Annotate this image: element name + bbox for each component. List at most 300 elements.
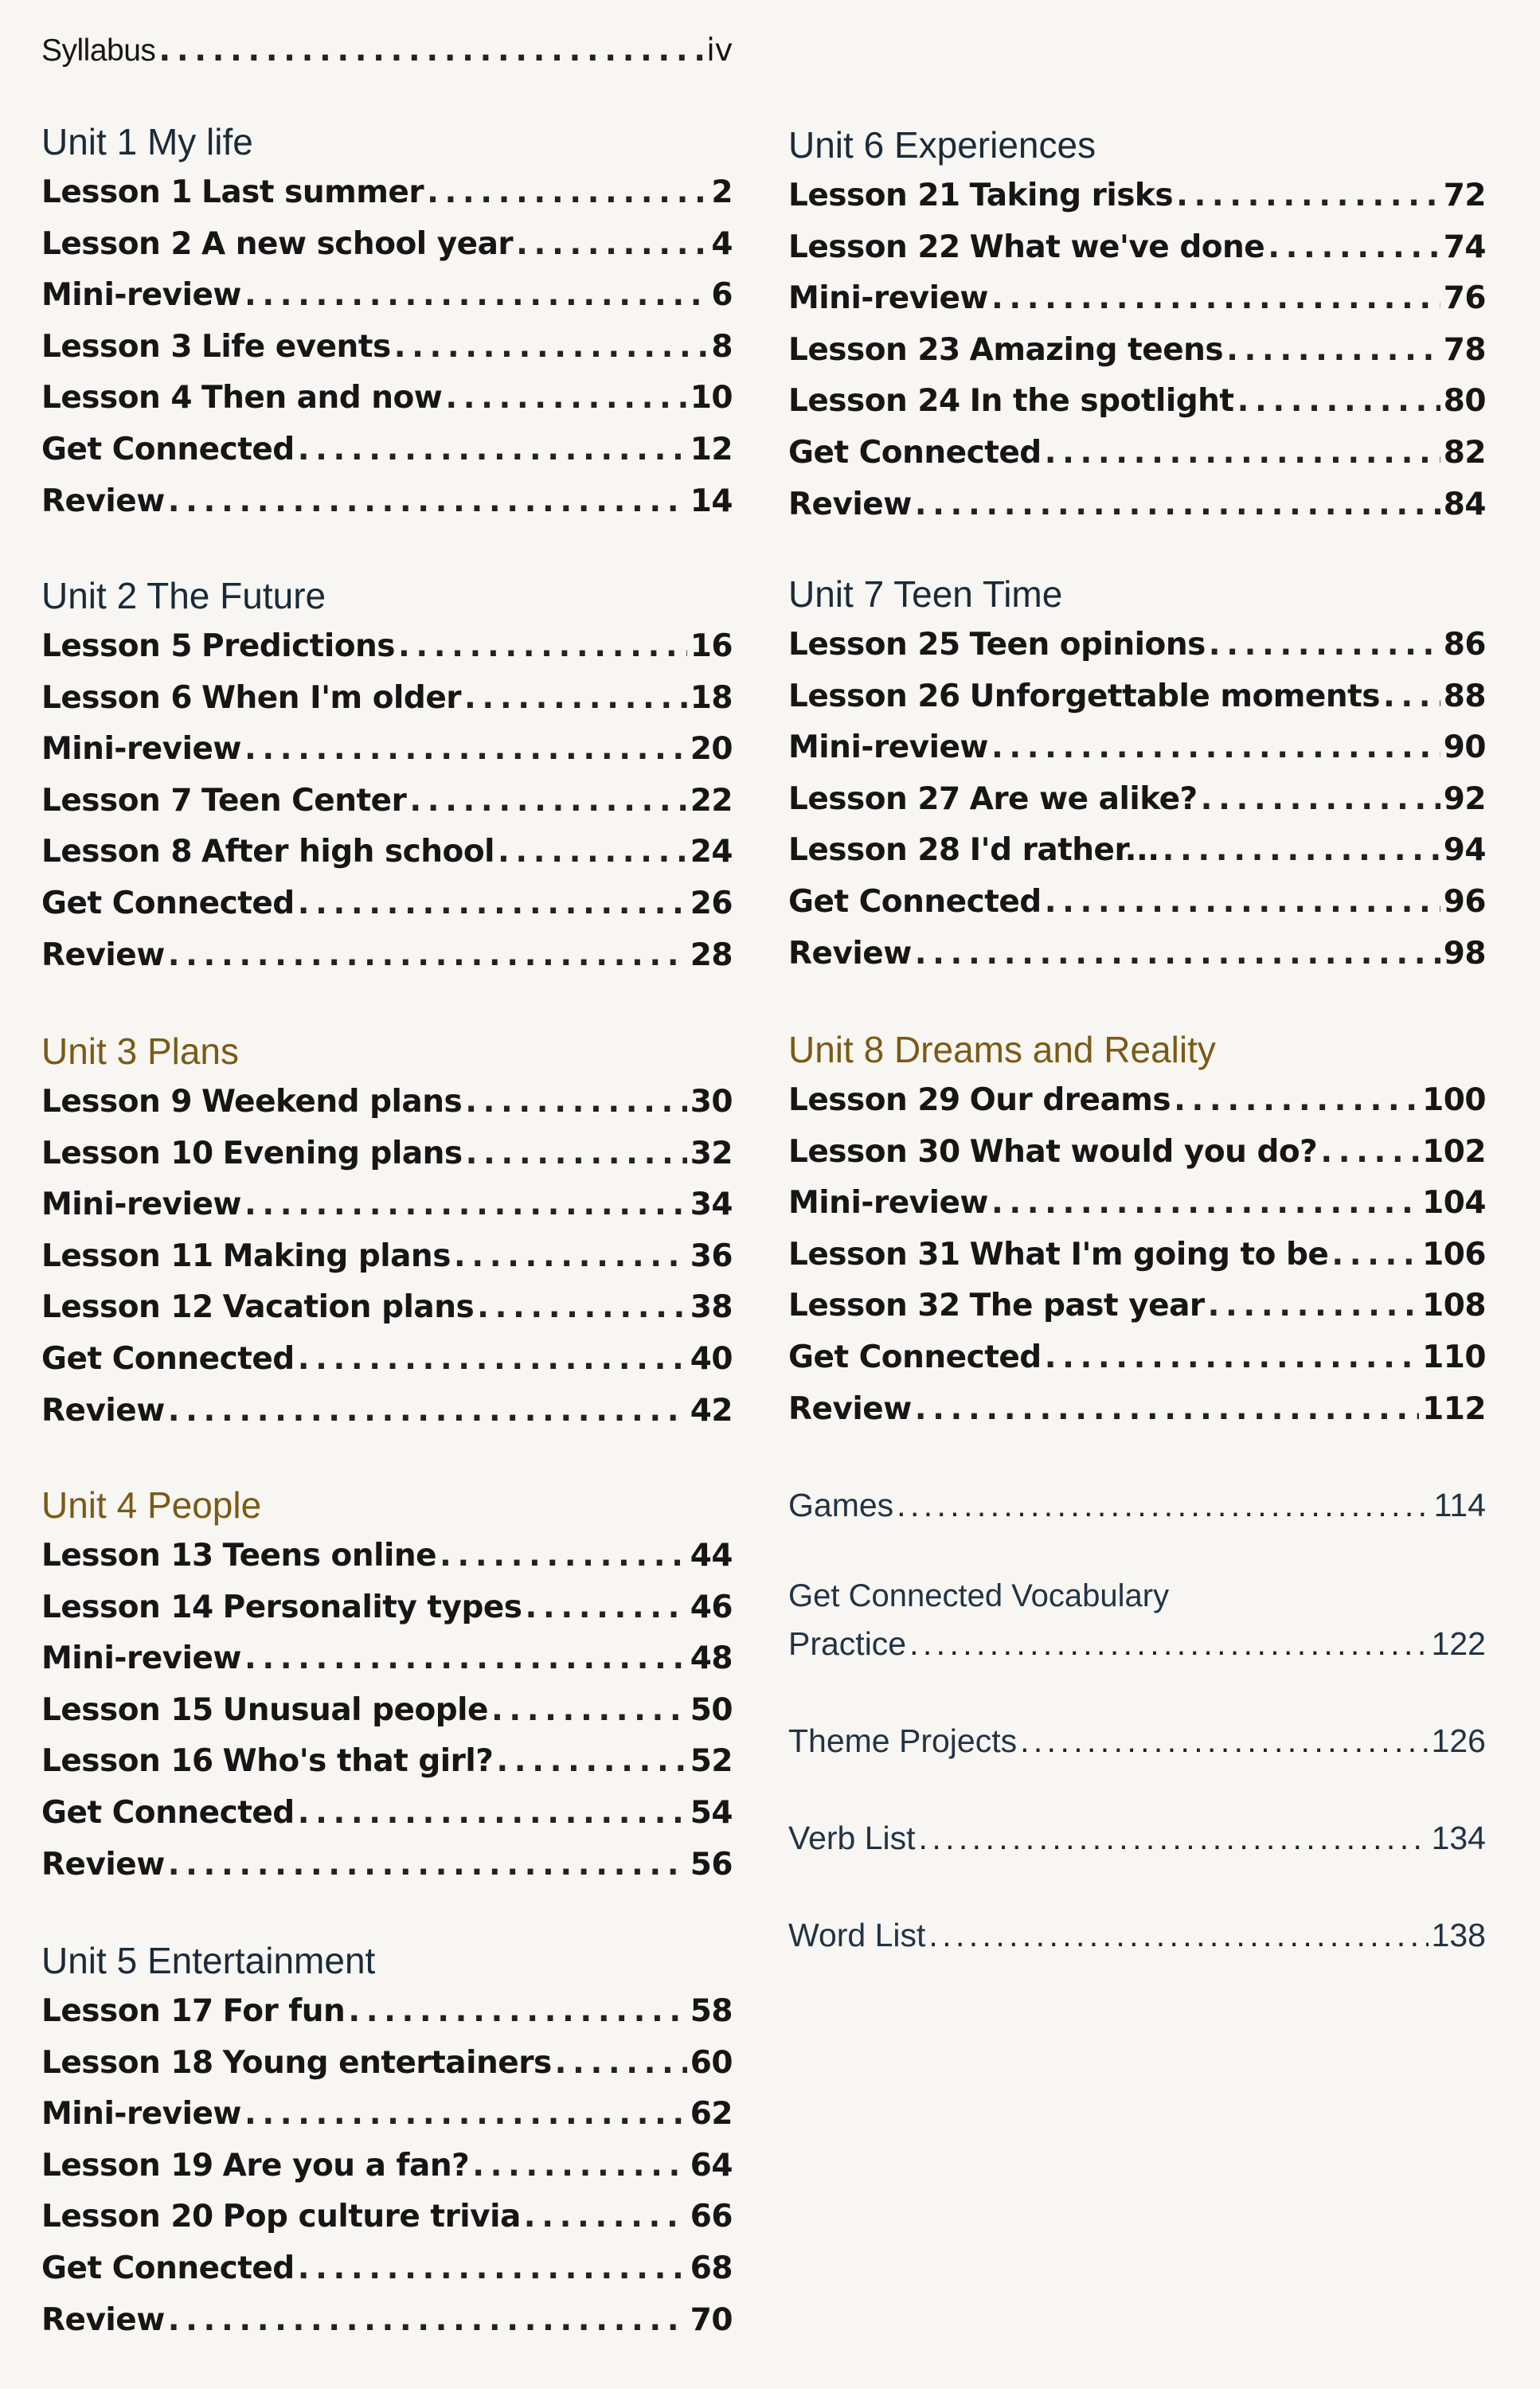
page-number: 34 [690,1187,733,1223]
lesson-number: Lesson 26 [788,678,960,714]
leader-dots [1045,431,1440,475]
entry-title: Vacation plans [222,1289,475,1326]
entry-title: Then and now [201,380,443,416]
lesson-number: Lesson 13 [41,1538,213,1574]
lesson-number: Lesson 32 [788,1288,960,1324]
lesson-number: Lesson 24 [788,383,960,420]
entry-title: Weekend plans [201,1084,463,1120]
page-number: 10 [690,380,733,416]
leader-dots [909,1621,1428,1666]
leader-dots [244,2092,687,2137]
toc-entry[interactable] [41,2092,733,2137]
verb-list-entry[interactable] [788,1816,1486,1860]
page-number: 28 [690,936,733,973]
toc-entry[interactable] [788,1181,1486,1226]
entry-title: Mini-review [41,2096,241,2133]
toc-entry[interactable] [41,1234,733,1279]
leader-dots [991,276,1440,321]
entry-label [41,273,241,318]
toc-entry[interactable] [41,325,733,369]
entry-title: Get Connected [41,432,295,467]
entry-label [41,2144,469,2188]
entry-title: Review [41,2301,165,2338]
entry-label [788,225,1264,270]
entry-title: Taking risks [969,178,1174,213]
toc-entry[interactable] [788,1078,1486,1123]
entry-title: Life events [201,328,391,365]
lesson-number: Lesson 27 [788,780,960,817]
lesson-number: Lesson 21 [788,178,960,213]
page-number: 68 [690,2250,733,2286]
leader-dots [158,29,703,73]
verb-list-label: Verb List [788,1820,916,1856]
entry-label [41,1534,436,1578]
page-number: 104 [1422,1185,1486,1222]
theme-projects-label: Theme Projects [788,1722,1018,1759]
toc-entry[interactable] [41,1337,733,1382]
leader-dots [516,222,708,267]
entry-title: For fun [222,1993,346,2029]
leader-dots [168,1843,687,1887]
lesson-number: Lesson 28 [788,832,960,869]
leader-dots [1045,1335,1419,1380]
lesson-number: Lesson 17 [41,1993,213,2029]
entry-title: Mini-review [788,729,988,766]
entry-label [788,1335,1042,1380]
page-number: 40 [690,1341,733,1377]
toc-entry[interactable] [41,273,733,318]
leader-dots [168,479,687,524]
entry-title: Get Connected [788,884,1042,920]
leader-dots [1201,777,1440,822]
page-number: 52 [690,1743,733,1780]
toc-entry[interactable] [788,1284,1486,1328]
toc-entry[interactable] [788,1233,1486,1277]
entry-title: Unusual people [222,1691,488,1728]
toc-entry[interactable] [41,1183,733,1227]
leader-dots [919,1816,1429,1860]
syllabus-page: iv [706,33,733,68]
toc-entry[interactable] [788,174,1486,218]
toc-entry[interactable] [41,727,733,772]
entry-title: Review [41,1392,165,1429]
page-number: 100 [1422,1082,1486,1118]
lesson-number: Lesson 30 [788,1133,960,1170]
leader-dots [496,1739,686,1784]
lesson-number: Lesson 4 [41,380,193,416]
entry-title: Amazing teens [969,331,1224,368]
entry-title: Young entertainers [222,2044,552,2081]
page-number: 70 [690,2301,733,2338]
entry-label [788,777,1198,822]
page-number: 58 [690,1993,733,2029]
toc-entry[interactable] [41,830,733,874]
toc-entry[interactable] [41,2195,733,2239]
entry-label [41,882,295,926]
toc-entry[interactable] [41,479,733,524]
entry-title: In the spotlight [969,383,1234,420]
leader-dots [298,428,687,472]
page-number: 94 [1443,832,1486,869]
toc-entry[interactable] [41,624,733,669]
page-number: 102 [1422,1133,1486,1170]
toc-entry[interactable] [788,777,1486,822]
entry-label [788,276,988,321]
toc-entry[interactable] [788,328,1486,373]
entry-title: Get Connected [788,1339,1042,1375]
leader-dots [427,170,708,215]
entry-title: Evening plans [222,1135,463,1171]
entry-title: What we've done [969,229,1265,265]
lesson-number: Lesson 31 [788,1236,960,1273]
page-number: 82 [1443,435,1486,471]
entry-label [41,624,395,669]
lesson-number: Lesson 20 [41,2199,213,2235]
toc-entry[interactable] [41,882,733,926]
entry-title: Mini-review [41,1187,241,1223]
entry-title: Get Connected [788,435,1042,471]
leader-dots [1237,379,1440,424]
toc-entry[interactable] [41,1688,733,1733]
toc-entry[interactable] [41,2246,733,2291]
toc-entry[interactable] [788,276,1486,321]
lesson-number: Lesson 2 [41,225,193,262]
lesson-number: Lesson 12 [41,1289,213,1326]
page-number: 80 [1443,383,1486,420]
vocab-practice-entry[interactable] [788,1621,1486,1666]
entry-label [41,1234,451,1279]
entry-title: Review [41,483,165,519]
entry-title: Are we alike? [969,780,1198,817]
entry-title: The past year [969,1288,1205,1324]
page-number: 6 [711,277,733,314]
page-number: 48 [690,1640,733,1677]
page-number: 110 [1422,1339,1486,1375]
entry-title: Get Connected [41,1341,295,1377]
leader-dots [1331,1233,1419,1277]
leader-dots [498,830,687,874]
entry-title: Teen Center [201,782,407,819]
toc-entry[interactable] [788,932,1486,976]
games-entry[interactable] [788,1483,1486,1527]
toc-entry[interactable] [41,376,733,420]
entry-title: When I'm older [201,679,462,716]
page-number: 38 [690,1289,733,1326]
leader-dots [1383,674,1440,719]
entry-label [41,1389,165,1433]
page-number: 72 [1443,178,1486,213]
leader-dots [928,1913,1428,1957]
entry-title: I'd rather... [969,832,1159,869]
lesson-number: Lesson 14 [41,1589,213,1625]
entry-title: Get Connected [41,2250,295,2286]
unit-heading: Unit 6 Experiences [788,124,1096,166]
entry-label [788,880,1042,925]
leader-dots [348,1989,686,2034]
lesson-number: Lesson 11 [41,1238,213,1274]
theme-projects-entry[interactable] [788,1718,1486,1763]
verb-list-page: 134 [1431,1820,1486,1856]
leader-dots [915,1387,1419,1432]
entry-title: Mini-review [788,1185,988,1222]
lesson-number: Lesson 6 [41,679,193,716]
entry-title: Mini-review [41,1640,241,1677]
syllabus-label: Syllabus [41,33,156,68]
entry-label [788,623,1206,667]
entry-title: What I'm going to be [969,1236,1329,1273]
leader-dots [244,273,708,318]
toc-entry[interactable] [788,623,1486,667]
leader-dots [298,2246,687,2291]
entry-title: Who's that girl? [222,1743,494,1780]
toc-entry[interactable] [41,2041,733,2086]
entry-label [788,328,1223,373]
leader-dots [491,1688,687,1733]
lesson-number: Lesson 29 [788,1082,960,1118]
toc-entry[interactable] [41,170,733,215]
toc-entry[interactable] [41,1791,733,1836]
page-number: 4 [711,225,733,262]
toc-entry[interactable] [788,431,1486,475]
toc-entry[interactable] [788,379,1486,424]
lesson-number: Lesson 5 [41,628,193,664]
vocab-practice-heading: Get Connected Vocabulary [788,1578,1170,1613]
page-number: 78 [1443,331,1486,368]
toc-entry[interactable] [788,483,1486,527]
leader-dots [465,1080,686,1124]
page-number: 90 [1443,729,1486,766]
toc-entry[interactable] [41,1585,733,1630]
lesson-number: Lesson 25 [788,627,960,663]
entry-title: Unforgettable moments [969,678,1380,714]
page-number: 64 [690,2147,733,2184]
entry-label [41,2041,552,2086]
lesson-number: Lesson 10 [41,1135,213,1171]
toc-entry[interactable] [788,1335,1486,1380]
entry-title: Review [788,1390,912,1427]
entry-label [41,830,494,874]
entry-title: Review [788,486,912,522]
page-number: 92 [1443,780,1486,817]
toc-entry[interactable] [788,1387,1486,1432]
word-list-entry[interactable] [788,1913,1486,1957]
leader-dots [1020,1718,1428,1763]
page-number: 20 [690,731,733,768]
page-number: 14 [690,483,733,519]
toc-entry[interactable] [41,1534,733,1578]
toc-entry[interactable] [41,1739,733,1784]
word-list-page: 138 [1431,1917,1486,1953]
entry-label [788,932,912,976]
page-number: 96 [1443,884,1486,920]
entry-title: Review [41,936,165,973]
page-number: 86 [1443,627,1486,663]
unit-heading: Unit 4 People [41,1484,262,1526]
entry-label [788,1078,1171,1123]
page-number: 18 [690,679,733,716]
toc-entry[interactable] [41,1636,733,1681]
vocab-practice-label: Practice [788,1625,907,1662]
leader-dots [991,1181,1419,1226]
entry-label [788,828,1159,873]
theme-projects-page: 126 [1431,1722,1486,1759]
toc-entry[interactable] [41,2144,733,2188]
leader-dots [1163,828,1440,873]
entry-label [41,2092,241,2137]
page-number: 22 [690,782,733,819]
leader-dots [1208,1284,1419,1328]
entry-label [788,674,1380,719]
toc-entry[interactable] [41,933,733,978]
entry-label [41,222,513,267]
leader-dots [897,1483,1430,1527]
entry-label [788,1181,988,1226]
toc-entry[interactable] [41,676,733,721]
lesson-number: Lesson 18 [41,2044,213,2081]
entry-label [41,1585,522,1630]
toc-entry[interactable] [41,1132,733,1176]
leader-dots [244,1183,687,1227]
toc-entry[interactable] [788,674,1486,719]
entry-label [41,1285,474,1330]
unit-heading: Unit 3 Plans [41,1030,240,1072]
page-number: 84 [1443,486,1486,522]
lesson-number: Lesson 16 [41,1743,213,1780]
entry-title: Teen opinions [969,627,1206,663]
entry-label [41,325,391,369]
leader-dots [991,725,1440,770]
toc-entry[interactable] [41,428,733,472]
entry-title: Making plans [222,1238,451,1274]
entry-title: Get Connected [41,886,295,921]
entry-title: What would you do? [969,1133,1318,1170]
page-number: 66 [690,2199,733,2235]
leader-dots [409,779,686,823]
page-number: 56 [690,1846,733,1883]
entry-label [788,1387,912,1432]
leader-dots [1268,225,1440,270]
toc-entry[interactable] [41,2298,733,2343]
entry-title: Predictions [201,628,395,664]
entry-title: After high school [201,834,495,870]
page-number: 60 [690,2044,733,2081]
leader-dots [168,933,687,978]
toc-entry[interactable] [788,225,1486,270]
entry-label [788,379,1234,424]
page-number: 106 [1422,1236,1486,1273]
entry-label [788,483,912,527]
page-number: 76 [1443,280,1486,317]
page-number: 26 [690,886,733,921]
leader-dots [915,932,1440,976]
entry-label [788,1233,1328,1277]
entry-label [41,376,442,420]
leader-dots [398,624,687,669]
page-number: 2 [711,174,733,210]
entry-title: Last summer [201,174,424,210]
syllabus-entry[interactable] [41,29,733,73]
toc-entry[interactable] [41,1080,733,1124]
leader-dots [454,1234,687,1279]
lesson-number: Lesson 22 [788,229,960,265]
leader-dots [298,1791,687,1836]
page-number: 44 [690,1538,733,1574]
entry-label [41,1843,165,1887]
page-number: 30 [690,1084,733,1120]
entry-label [41,2195,521,2239]
entry-title: Are you a fan? [222,2147,470,2184]
entry-title: Personality types [222,1589,522,1625]
entry-label [41,1739,493,1784]
entry-title: Review [788,935,912,972]
entry-label [41,170,424,215]
page-number: 50 [690,1691,733,1728]
leader-dots [394,325,709,369]
toc-entry[interactable] [41,1389,733,1433]
leader-dots [298,882,687,926]
vocab-practice-page: 122 [1431,1625,1486,1662]
unit-heading: Unit 8 Dreams and Reality [788,1029,1216,1070]
lesson-number: Lesson 7 [41,782,193,819]
toc-entry[interactable] [41,222,733,267]
toc-entry[interactable] [41,1285,733,1330]
leader-dots [168,1389,687,1433]
leader-dots [1320,1130,1419,1175]
page-number: 8 [711,328,733,365]
unit-heading: Unit 1 My life [41,121,253,162]
entry-label [41,2246,295,2291]
entry-title: Mini-review [41,731,241,768]
toc-entry[interactable] [788,725,1486,770]
leader-dots [477,1285,687,1330]
lesson-number: Lesson 15 [41,1691,213,1728]
entry-title: Pop culture trivia [222,2199,521,2235]
entry-title: A new school year [201,225,514,262]
leader-dots [472,2144,687,2188]
entry-label [41,1636,241,1681]
lesson-number: Lesson 8 [41,834,193,870]
leader-dots [244,1636,687,1681]
page-number: 74 [1443,229,1486,265]
entry-label [788,1284,1205,1328]
page-number: 12 [690,432,733,467]
toc-entry[interactable] [788,880,1486,925]
lesson-number: Lesson 3 [41,328,193,365]
page-number: 46 [690,1589,733,1625]
leader-dots [168,2298,687,2343]
entry-title: Review [41,1846,165,1883]
leader-dots [524,2195,687,2239]
toc-entry[interactable] [41,1989,733,2034]
toc-entry[interactable] [41,779,733,823]
entry-label [41,779,406,823]
page-number: 24 [690,834,733,870]
entry-title: Our dreams [969,1082,1171,1118]
leader-dots [1209,623,1440,667]
entry-label [41,1080,462,1124]
leader-dots [466,1132,687,1176]
toc-entry[interactable] [788,828,1486,873]
games-page: 114 [1433,1487,1486,1523]
entry-label [41,1337,295,1382]
toc-entry[interactable] [41,1843,733,1887]
leader-dots [915,483,1440,527]
page-number: 112 [1422,1390,1486,1427]
toc-entry[interactable] [788,1130,1486,1175]
page-number: 88 [1443,678,1486,714]
leader-dots [526,1585,687,1630]
unit-heading: Unit 5 Entertainment [41,1940,376,1981]
